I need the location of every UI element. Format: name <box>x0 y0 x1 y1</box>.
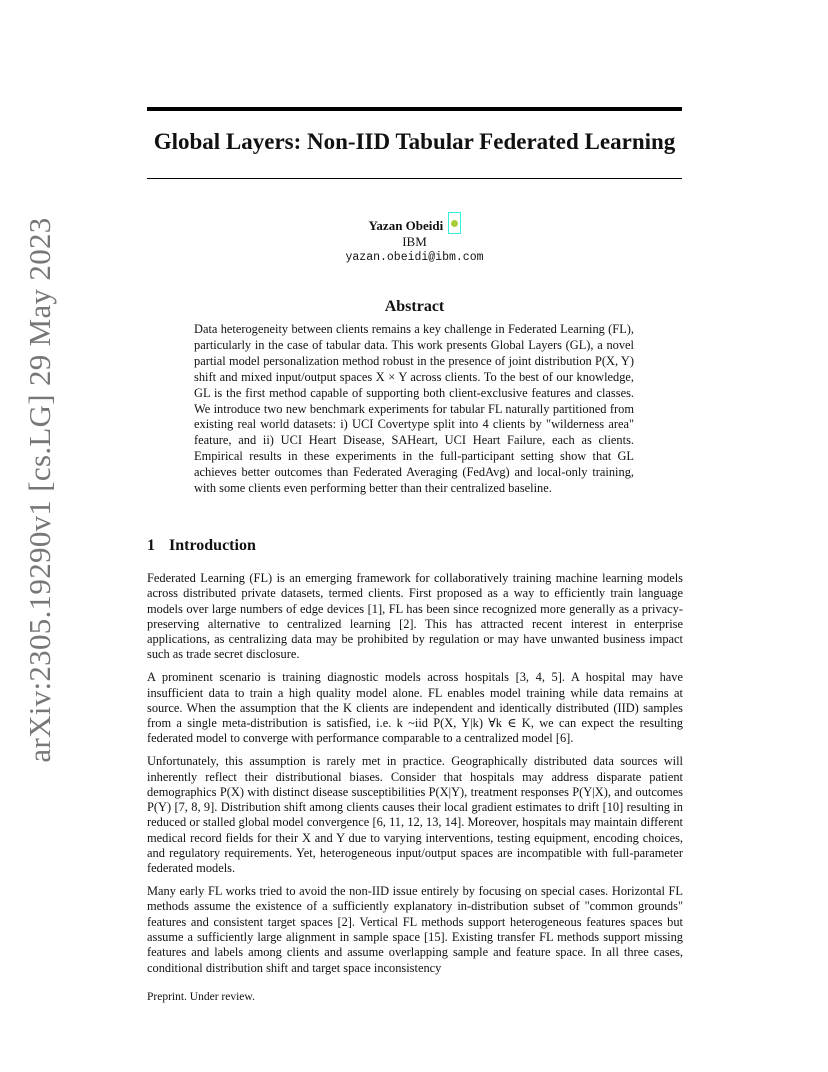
paragraph: Unfortunately, this assumption is rarely met in practice. Geographically distributed data sources will inherently reflect their distributional biases. Consider that hospitals may address disparate patient demographics P(X) with distinct disease susceptibilities P(X|Y), treatment responses P(Y|X), and outcomes P(Y) [7, 8, 9]. Distribution shift among clients causes their local gradient estimates to drift [10] resulting in reduced or stalled global model convergence [6, 11, 12, 13, 14]. Moreover, hospitals may maintain different medical record fields for their X and Y due to varying interventions, testing equipment, encoding choices, and regulatory requirements. Yet, heterogeneous input/output spaces are incompatible with full-parameter federated models. <box>147 754 683 876</box>
author-block <box>147 212 682 266</box>
author-name: Yazan Obeidi <box>368 218 444 233</box>
paper-title: Global Layers: Non-IID Tabular Federated Learning <box>153 129 676 154</box>
paragraph: Federated Learning (FL) is an emerging framework for collaboratively training machine learning models across distributed private datasets, termed clients. First proposed as a way to efficiently train language models over large numbers of edge devices [1], FL has been since recognized more generally as a privacy-preserving alternative to centralized learning [2]. This has attracted recent interest in enterprise applications, as centralizing data may be prohibited by regulation or may have unwanted business impact such as trade secret disclosure. <box>147 571 683 662</box>
abstract-text: Data heterogeneity between clients remains a key challenge in Federated Learning (FL), particularly in the case of tabular data. This work presents Global Layers (GL), a novel partial model personalization method robust in the presence of joint distribution P(X, Y) shift and mixed input/output spaces X × Y across clients. To the best of our knowledge, GL is the first method capable of supporting both client-exclusive features and classes. We introduce two new benchmark experiments for tabular FL naturally partitioned from existing real world datasets: i) UCI Covertype split into 4 clients by "wilderness area" feature, and ii) UCI Heart Disease, SAHeart, UCI Heart Failure, each as clients. Empirical results in these experiments in the full-participant setting show that GL achieves better outcomes than Federated Averaging (FedAvg) and local-only training, with some clients even performing better than their centralized baseline. <box>194 322 634 496</box>
orcid-icon[interactable] <box>448 212 461 234</box>
introduction-body <box>147 571 683 983</box>
title-rule <box>147 178 682 179</box>
author-affiliation: IBM <box>402 234 427 249</box>
section-number: 1 <box>147 537 155 554</box>
paragraph: Many early FL works tried to avoid the non-IID issue entirely by focusing on special cases. Horizontal FL methods assume the existence of a sufficiently explanatory in-distribution subset of "common grounds" features and consistent target spaces [2]. Vertical FL methods support heterogeneous features spaces but assume a sufficiently large alignment in sample space [15]. Existing transfer FL methods support missing features and labels among clients and assume overlapping sample and feature space. In all three cases, conditional distribution shift and target space inconsistency <box>147 884 683 975</box>
section-title: Introduction <box>169 537 256 554</box>
abstract-heading: Abstract <box>384 298 445 315</box>
top-rule <box>147 107 682 111</box>
paragraph: A prominent scenario is training diagnostic models across hospitals [3, 4, 5]. A hospital may have insufficient data to train a high quality model alone. FL enables model training while data remains at source. When the assumption that the K clients are independent and identically distributed (IID) samples from a single meta-distribution is satisfied, i.e. k ~iid P(X, Y|k) ∀k ∈ K, we can expect the resulting federated model to converge with performance comparable to a centralized model [6]. <box>147 670 683 746</box>
author-email: yazan.obeidi@ibm.com <box>345 251 484 264</box>
section-heading <box>147 537 256 555</box>
arxiv-identifier: arXiv:2305.19290v1 [cs.LG] 29 May 2023 <box>22 217 57 763</box>
footer-note: Preprint. Under review. <box>147 991 255 1003</box>
